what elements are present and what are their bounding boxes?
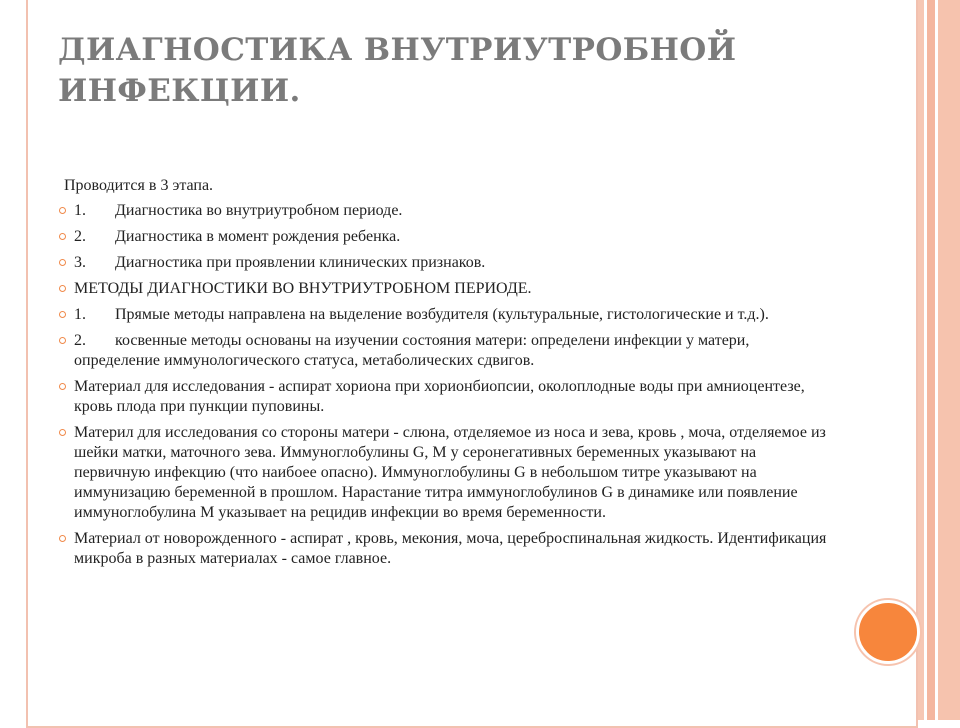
item-text: Диагностика при проявлении клинических признаков. [115, 254, 486, 271]
item-text: косвенные методы основаны на изучении состояния матери: определени инфекции у матери, определение иммунологического статуса, метаболических сдвигов. [74, 332, 750, 369]
item-number: 1. [74, 306, 86, 323]
list-item [58, 377, 830, 417]
circle-bullet-icon [59, 285, 66, 292]
list-item [58, 423, 830, 523]
item-text: Материал от новорожденного - аспират , кровь, мекония, моча, цереброспинальная жидкость. Идентификация микроба в разных материалах - самое главное. [74, 530, 827, 567]
stripe [938, 0, 960, 720]
circle-bullet-icon [59, 233, 66, 240]
slide-title [58, 30, 818, 112]
intro-text: Проводится в 3 этапа. [64, 177, 214, 194]
circle-bullet-icon [59, 207, 66, 214]
item-text: Материал для исследования - аспират хориона при хорионбиопсии, околоплодные воды при амниоцентезе, кровь плода при пункции пуповины. [74, 378, 805, 415]
item-text: Материл для исследования со стороны матери - слюна, отделяемое из носа и зева, кровь , моча, отделяемое из шейки матки, маточного зева. Иммуноглобулины G, M у серонегативных беременных указывают на первичную инфекцию (что наибоее опасно). Иммуноглобулины G в небольшом титре указывают на иммунизацию беременной в прошлом. Нарастание титра иммуноглобулинов G в динамике или появление иммуноглобулина М указывает на рецидив инфекции во время беременности. [74, 424, 826, 521]
list-item [58, 279, 830, 299]
list-item [58, 331, 830, 371]
orange-circle-decoration [856, 600, 920, 664]
title-line-2: ИНФЕКЦИИ. [58, 73, 301, 109]
item-text: МЕТОДЫ ДИАГНОСТИКИ ВО ВНУТРИУТРОБНОМ ПЕРИОДЕ. [74, 280, 532, 297]
stripe [927, 0, 935, 720]
list-item [58, 201, 830, 221]
content-list [58, 201, 830, 575]
item-number: 2. [74, 332, 86, 349]
circle-bullet-icon [59, 337, 66, 344]
circle-bullet-icon [59, 429, 66, 436]
item-text: Диагностика во внутриутробном периоде. [115, 202, 403, 219]
item-text: Диагностика в момент рождения ребенка. [115, 228, 401, 245]
item-number: 3. [74, 254, 86, 271]
item-text: Прямые методы направлена на выделение возбудителя (культуральные, гистологические и т.д.). [115, 306, 769, 323]
circle-bullet-icon [59, 311, 66, 318]
decorative-stripes [918, 0, 960, 720]
circle-bullet-icon [59, 259, 66, 266]
circle-bullet-icon [59, 535, 66, 542]
circle-bullet-icon [59, 383, 66, 390]
list-item [58, 227, 830, 247]
item-number: 2. [74, 228, 86, 245]
item-number: 1. [74, 202, 86, 219]
list-item [58, 253, 830, 273]
list-item [58, 529, 830, 569]
list-item [58, 305, 830, 325]
title-line-1: ДИАГНОСТИКА ВНУТРИУТРОБНОЙ [58, 32, 737, 68]
